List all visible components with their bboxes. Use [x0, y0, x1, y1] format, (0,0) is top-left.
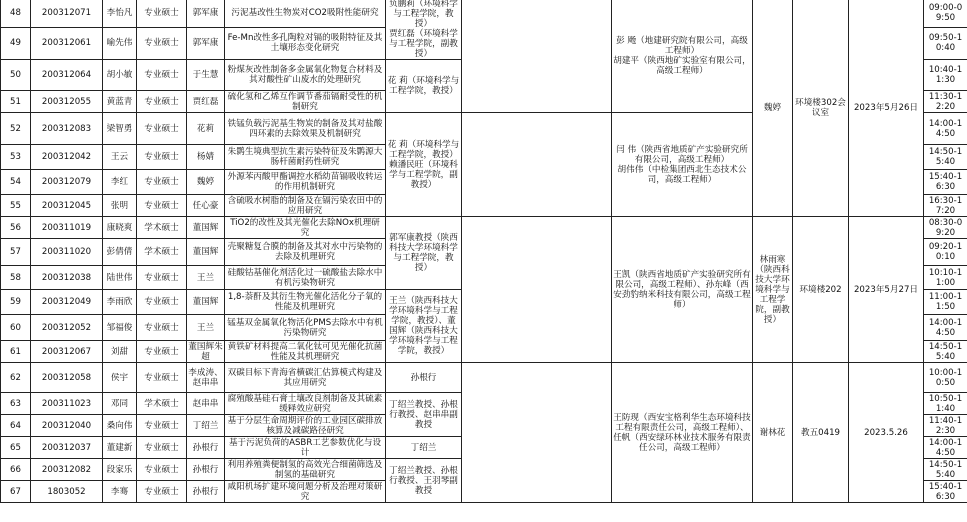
thesis-topic: 黄铁矿材料提高二氧化钛可见光催化抗菌性能及其机理研究 — [225, 341, 386, 363]
time-slot: 10:50-11:40 — [924, 393, 967, 415]
external-committee: 王防现（西安宝格利华生态环境科技工程有限责任公司，高级工程师）、任帆（西安绿环林业技术服务有限责任公司，高级工程师） — [612, 363, 753, 503]
time-slot: 09:50-10:40 — [924, 27, 967, 59]
degree-type: 专业硕士 — [137, 315, 187, 341]
location: 环境楼302会议室 — [793, 0, 849, 217]
degree-type: 专业硕士 — [137, 415, 187, 437]
advisor-name: 任心豪 — [187, 195, 225, 217]
committee-notes — [462, 113, 612, 217]
student-name: 彭倩倩 — [103, 239, 137, 266]
time-slot: 11:40-12:30 — [924, 415, 967, 437]
student-name: 梁智勇 — [103, 113, 137, 145]
student-id: 200311023 — [31, 393, 103, 415]
degree-type: 专业硕士 — [137, 363, 187, 393]
degree-type: 专业硕士 — [137, 437, 187, 459]
student-name: 桑向伟 — [103, 415, 137, 437]
degree-type: 专业硕士 — [137, 459, 187, 481]
time-slot: 08:30-09:20 — [924, 217, 967, 239]
degree-type: 专业硕士 — [137, 113, 187, 145]
student-name: 董建新 — [103, 437, 137, 459]
secretary: 林雨寒（陕西科技大学环境科学与工程学院，副教授） — [753, 217, 793, 363]
committee-notes — [462, 0, 612, 113]
internal-committee: 负鹏莉（环境科学与工程学院，教授） 贾红磊（环境科学与工程学院，副教授） — [386, 0, 462, 60]
degree-type: 专业硕士 — [137, 27, 187, 59]
student-name: 张明 — [103, 195, 137, 217]
degree-type: 专业硕士 — [137, 195, 187, 217]
thesis-topic: 利用养殖粪便制氢的高效光合细菌筛选及制氢的基础研究 — [225, 459, 386, 481]
student-name: 胡小敏 — [103, 60, 137, 91]
thesis-topic: 朱鹮生境典型抗生素污染特征及朱鹮源大肠杆菌耐药性研究 — [225, 145, 386, 170]
row-number: 55 — [1, 195, 31, 217]
committee-notes — [462, 217, 612, 363]
advisor-name: 孙根行 — [187, 481, 225, 503]
table-row — [1, 217, 967, 239]
thesis-topic: 腐殖酸基硅石膏土壤改良剂制备及其硫素缓释效应研究 — [225, 393, 386, 415]
internal-committee: 丁绍兰教授、孙根行教授、王羽琴副教授 — [386, 459, 462, 503]
student-name: 刘甜 — [103, 341, 137, 363]
row-number: 51 — [1, 91, 31, 113]
time-slot: 11:00-11:50 — [924, 290, 967, 315]
time-slot: 11:30-12:20 — [924, 91, 967, 113]
thesis-topic: TiO2的改性及其光催化去除NOx机理研究 — [225, 217, 386, 239]
row-number: 66 — [1, 459, 31, 481]
degree-type: 专业硕士 — [137, 60, 187, 91]
degree-type: 专业硕士 — [137, 481, 187, 503]
student-name: 侯宇 — [103, 363, 137, 393]
student-id: 200312052 — [31, 315, 103, 341]
row-number: 58 — [1, 266, 31, 290]
student-name: 邹福俊 — [103, 315, 137, 341]
location: 环境楼202 — [793, 217, 849, 363]
time-slot: 14:50-15:40 — [924, 145, 967, 170]
advisor-name: 孙根行 — [187, 459, 225, 481]
internal-committee: 花 莉（环境科学与工程学院，教授） 赖潘民旺（环境科学与工程学院，副教授） — [386, 113, 462, 217]
degree-type: 学术硕士 — [137, 393, 187, 415]
thesis-topic: 双碳目标下青海省横碳汇估算模式构建及其应用研究 — [225, 363, 386, 393]
student-id: 200312061 — [31, 27, 103, 59]
row-number: 63 — [1, 393, 31, 415]
time-slot: 15:40-16:30 — [924, 481, 967, 503]
thesis-topic: 硫化氢和乙烯互作调节番茄镉耐受性的机制研究 — [225, 91, 386, 113]
degree-type: 专业硕士 — [137, 91, 187, 113]
student-id: 200312083 — [31, 113, 103, 145]
advisor-name: 郭军康 — [187, 27, 225, 59]
row-number: 62 — [1, 363, 31, 393]
student-name: 王云 — [103, 145, 137, 170]
internal-committee: 王兰（陕西科技大学环境科学与工程学院，教授）、董国辉（陕西科技大学环境科学与工程学院，教授） — [386, 290, 462, 363]
row-number: 49 — [1, 27, 31, 59]
location: 教五0419 — [793, 363, 849, 503]
student-id: 200312055 — [31, 91, 103, 113]
advisor-name: 董国辉 — [187, 239, 225, 266]
thesis-topic: 锰基双金属氧化物活化PMS去除水中有机污染物研究 — [225, 315, 386, 341]
thesis-topic: Fe-Mn改性多孔陶粒对镉的吸附特征及其土壤形态变化研究 — [225, 27, 386, 59]
student-id: 200312038 — [31, 266, 103, 290]
time-slot: 09:20-10:10 — [924, 239, 967, 266]
student-id: 200312049 — [31, 290, 103, 315]
student-id: 200311020 — [31, 239, 103, 266]
row-number: 56 — [1, 217, 31, 239]
row-number: 54 — [1, 170, 31, 195]
external-committee: 闫 伟（陕西省地质矿产实验研究所有限公司，高级工程师） 胡伟伟（中检集团西北生态技术公司，高级工程师） — [612, 113, 753, 217]
row-number: 57 — [1, 239, 31, 266]
thesis-topic: 硅酸钴基催化剂活化过一硫酸盐去除水中有机污染物研究 — [225, 266, 386, 290]
date: 2023年5月27日 — [849, 217, 924, 363]
degree-type: 专业硕士 — [137, 266, 187, 290]
row-number: 64 — [1, 415, 31, 437]
degree-type: 专业硕士 — [137, 145, 187, 170]
time-slot: 14:50-15:40 — [924, 459, 967, 481]
thesis-topic: 铁锰负载污泥基生物炭的制备及其对盐酸四环素的去除效果及机制研究 — [225, 113, 386, 145]
thesis-topic: 基于污泥负荷的ASBR工艺参数优化与设计 — [225, 437, 386, 459]
advisor-name: 贾红磊 — [187, 91, 225, 113]
advisor-name: 孙根行 — [187, 437, 225, 459]
row-number: 48 — [1, 0, 31, 27]
internal-committee: 花 莉（环境科学与工程学院，教授） — [386, 60, 462, 113]
student-id: 200312079 — [31, 170, 103, 195]
student-name: 黄蓝青 — [103, 91, 137, 113]
student-name: 邓同 — [103, 393, 137, 415]
student-name: 陆世伟 — [103, 266, 137, 290]
student-name: 李雨欣 — [103, 290, 137, 315]
external-committee: 彭 飏（地建研究院有限公司，高级工程师） 胡建平（陕西地矿实验室有限公司，高级工程师） — [612, 0, 753, 113]
thesis-topic: 污泥基改性生物炭对CO2吸附性能研究 — [225, 0, 386, 27]
degree-type: 专业硕士 — [137, 341, 187, 363]
thesis-topic: 外源苯丙酸甲酯调控水稻幼苗镉吸收转运的作用机制研究 — [225, 170, 386, 195]
time-slot: 09:00-09:50 — [924, 0, 967, 27]
time-slot: 15:40-16:30 — [924, 170, 967, 195]
advisor-name: 李成涛、赵串串 — [187, 363, 225, 393]
advisor-name: 花莉 — [187, 113, 225, 145]
time-slot: 10:40-11:30 — [924, 60, 967, 91]
time-slot: 14:00-14:50 — [924, 113, 967, 145]
student-id: 200312058 — [31, 363, 103, 393]
time-slot: 14:00-14:50 — [924, 315, 967, 341]
time-slot: 16:30-17:20 — [924, 195, 967, 217]
thesis-topic: 壳聚糖复合膜的制备及其对水中污染物的去除及机理研究 — [225, 239, 386, 266]
time-slot: 10:10-11:00 — [924, 266, 967, 290]
time-slot: 14:00-14:50 — [924, 437, 967, 459]
degree-type: 学术硕士 — [137, 217, 187, 239]
internal-committee: 丁绍兰教授、孙根行教授、赵串串副教授 — [386, 393, 462, 437]
advisor-name: 赵串串 — [187, 393, 225, 415]
student-id: 1803052 — [31, 481, 103, 503]
thesis-topic: 咸阳机场扩建环境问题分析及治理对策研究 — [225, 481, 386, 503]
advisor-name: 丁绍兰 — [187, 415, 225, 437]
student-id: 200312064 — [31, 60, 103, 91]
student-name: 喻先伟 — [103, 27, 137, 59]
internal-committee: 丁绍兰 — [386, 437, 462, 459]
row-number: 61 — [1, 341, 31, 363]
degree-type: 学术硕士 — [137, 239, 187, 266]
student-name: 李骞 — [103, 481, 137, 503]
row-number: 67 — [1, 481, 31, 503]
committee-notes — [462, 363, 612, 503]
student-id: 200312082 — [31, 459, 103, 481]
student-id: 200312040 — [31, 415, 103, 437]
advisor-name: 王兰 — [187, 266, 225, 290]
date: 2023.5.26 — [849, 363, 924, 503]
secretary: 谢林花 — [753, 363, 793, 503]
degree-type: 专业硕士 — [137, 290, 187, 315]
student-id: 200312067 — [31, 341, 103, 363]
student-name: 段家乐 — [103, 459, 137, 481]
row-number: 59 — [1, 290, 31, 315]
advisor-name: 董国辉 — [187, 217, 225, 239]
internal-committee: 孙根行 — [386, 363, 462, 393]
secretary: 魏婷 — [753, 0, 793, 217]
row-number: 52 — [1, 113, 31, 145]
advisor-name: 杨婧 — [187, 145, 225, 170]
thesis-topic: 粉煤灰改性制备多金属氧化物复合材料及其对酸性矿山废水的处理研究 — [225, 60, 386, 91]
row-number: 53 — [1, 145, 31, 170]
student-name: 李怡凡 — [103, 0, 137, 27]
advisor-name: 魏婷 — [187, 170, 225, 195]
table-row — [1, 0, 967, 27]
row-number: 50 — [1, 60, 31, 91]
table-row — [1, 363, 967, 393]
advisor-name: 董国辉 — [187, 290, 225, 315]
advisor-name: 于生慧 — [187, 60, 225, 91]
advisor-name: 董国辉朱超 — [188, 341, 223, 362]
thesis-topic: 基于分层生命周期评价的工业园区碳排放核算及减碳路径研究 — [225, 415, 386, 437]
time-slot: 14:50-15:40 — [924, 341, 967, 363]
advisor-name: 王兰 — [187, 315, 225, 341]
external-committee: 王凯（陕西省地质矿产实验研究所有限公司，高级工程师）、孙东峰（西安劲豹纳米科技有限公司，高级工程师） — [612, 217, 753, 363]
student-name: 李红 — [103, 170, 137, 195]
student-id: 200312042 — [31, 145, 103, 170]
degree-type: 专业硕士 — [137, 170, 187, 195]
row-number: 65 — [1, 437, 31, 459]
student-id: 200312071 — [31, 0, 103, 27]
degree-type: 专业硕士 — [137, 0, 187, 27]
thesis-topic: 1,8-萘酐及其衍生物光催化活化分子氧的性能及机理研究 — [225, 290, 386, 315]
student-id: 200312045 — [31, 195, 103, 217]
thesis-topic: 含硫吸水树脂的制备及在镉污染农田中的应用研究 — [225, 195, 386, 217]
student-id: 200312037 — [31, 437, 103, 459]
advisor-name: 郭军康 — [187, 0, 225, 27]
student-id: 200311019 — [31, 217, 103, 239]
row-number: 60 — [1, 315, 31, 341]
student-name: 康晓爽 — [103, 217, 137, 239]
date: 2023年5月26日 — [849, 0, 924, 217]
internal-committee: 郭军康教授（陕西科技大学环境科学与工程学院，教授） — [386, 217, 462, 290]
time-slot: 10:00-10:50 — [924, 363, 967, 393]
